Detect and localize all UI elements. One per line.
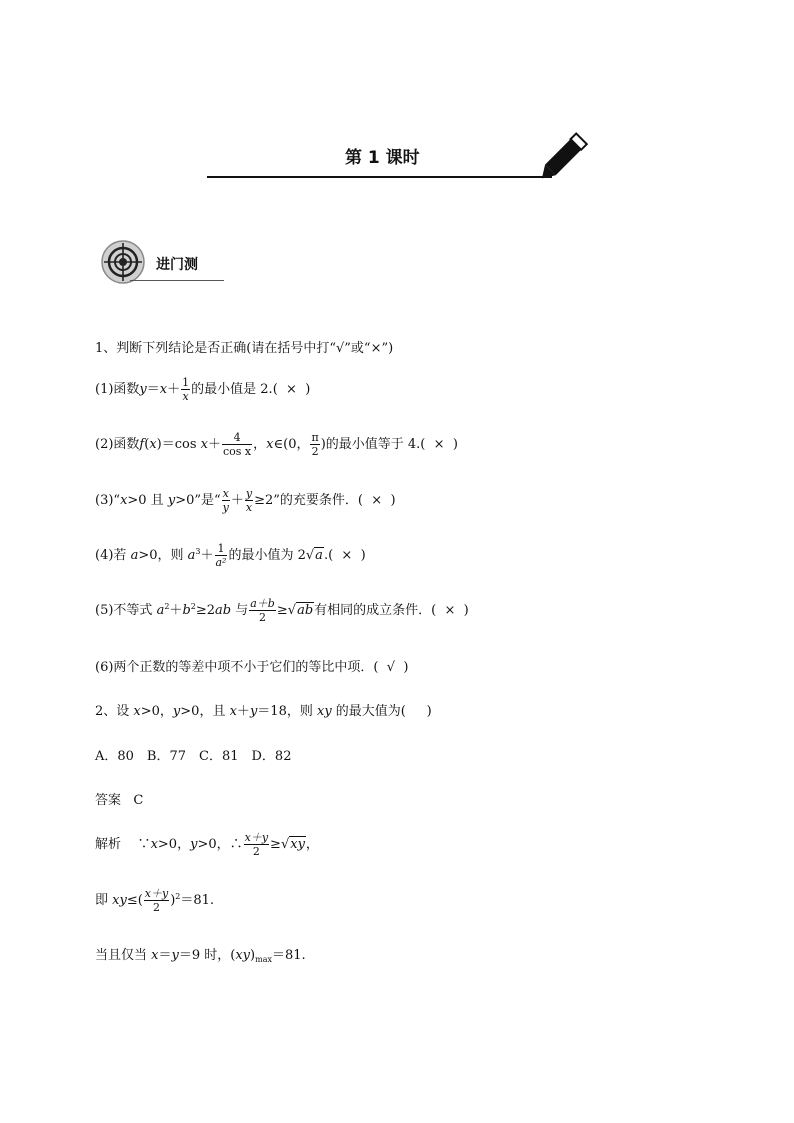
answer-mark: × bbox=[371, 493, 383, 508]
title-underline bbox=[207, 176, 552, 178]
answer-value: C bbox=[133, 793, 144, 808]
q1-prompt: 1、判断下列结论是否正确(请在括号中打“√”或“×”) bbox=[95, 341, 394, 356]
answer-mark: × bbox=[341, 548, 353, 563]
q1-item-1: (1)函数y＝x＋ $\frac{1}{x}$ 的最小值是 2.( × ) bbox=[95, 376, 311, 403]
q2-analysis-line-1: 解析 ∵x>0，y>0，∴ $\frac{x+y}{2}$ ≥√xy， bbox=[95, 831, 319, 858]
fraction: $\frac{x+y}{2}$ bbox=[144, 887, 169, 914]
square-root: √xy bbox=[280, 837, 305, 852]
q2-analysis-line-3: 当且仅当 x＝y＝9 时，$(xy)_{max}=81$. bbox=[95, 948, 306, 964]
q1-item-4: (4)若 a>0，则 $a^3+$ $\frac{1}{\text{a²}}$ 的最小值为 2√a.( × ) bbox=[95, 542, 366, 569]
square-root: √ab bbox=[287, 603, 314, 618]
square-root: √a bbox=[305, 548, 323, 563]
q2-answer: 答案 C bbox=[95, 793, 144, 808]
q1-item-3: (3)“x>0 且 y>0”是“ $\frac{x}{y}$ ＋ $\frac{y}{x}$ ≥2”的充要条件．( × ) bbox=[95, 487, 396, 514]
pencil-icon bbox=[540, 127, 594, 181]
q1-item-5: (5)不等式 $a^2+b^2\ge 2ab$ 与 $\frac{a+b}{2}$ ≥√ab有相同的成立条件．( × ) bbox=[95, 597, 469, 624]
fraction: $\frac{y}{x}$ bbox=[245, 487, 253, 514]
q1-item-2: (2)函数f(x)＝cos x＋ $\frac{4}{\text{cos x}}$ ，x∈(0， $\frac{\pi}{2}$ )的最小值等于 4.( × ) bbox=[95, 431, 458, 458]
fraction: $\frac{1}{\text{a²}}$ bbox=[215, 542, 227, 569]
section-underline bbox=[130, 280, 224, 281]
fraction: $\frac{1}{x}$ bbox=[182, 376, 190, 403]
fraction: $\frac{x+y}{2}$ bbox=[244, 831, 269, 858]
answer-mark: √ bbox=[386, 660, 396, 675]
section-label: 进门测 bbox=[156, 257, 198, 273]
answer-mark: × bbox=[433, 437, 445, 452]
q1-item-6: (6)两个正数的等差中项不小于它们的等比中项．( √ ) bbox=[95, 660, 409, 675]
fraction: $\frac{4}{\text{cos x}}$ bbox=[223, 431, 252, 458]
answer-mark: × bbox=[444, 603, 456, 618]
q2-analysis-line-2: 即 xy≤( $\frac{x+y}{2}$ )$^2$＝81. bbox=[95, 887, 215, 914]
answer-mark: × bbox=[286, 382, 297, 397]
fraction: $\frac{\pi}{2}$ bbox=[311, 431, 319, 458]
q2-prompt: 2、设 x>0，y>0，且 x＋y＝18，则 xy 的最大值为( ) bbox=[95, 704, 432, 719]
fraction: $\frac{a+b}{2}$ bbox=[250, 597, 275, 624]
q2-options: A．80 B．77 C．81 D．82 bbox=[95, 749, 292, 764]
page-title: 第 1 课时 bbox=[345, 148, 420, 168]
target-icon bbox=[100, 239, 146, 285]
fraction: $\frac{x}{y}$ bbox=[222, 487, 229, 514]
